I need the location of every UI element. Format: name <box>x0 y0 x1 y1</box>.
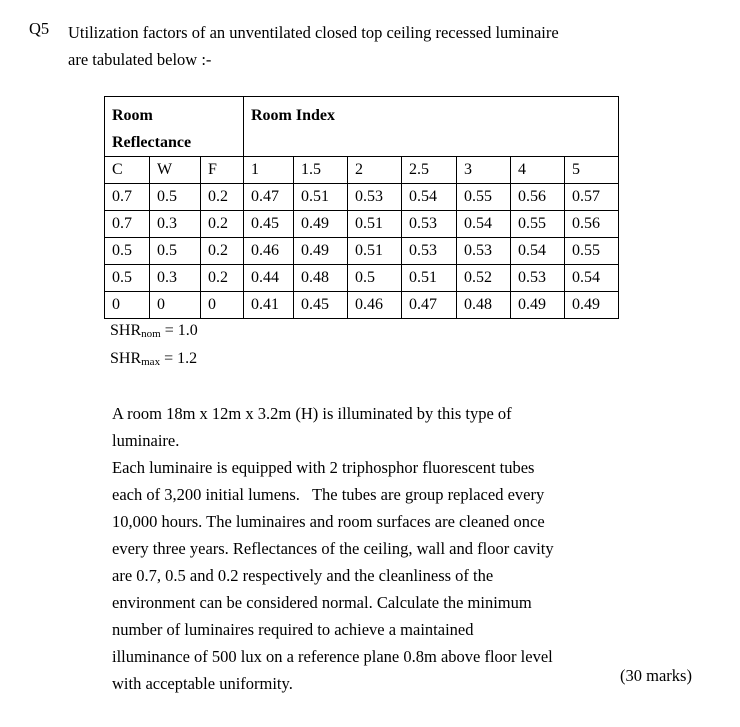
subheader-cell: 1 <box>244 157 294 184</box>
table-cell: 0.53 <box>457 238 511 265</box>
table-cell: 0.46 <box>348 292 402 319</box>
table-cell: 0.57 <box>565 184 619 211</box>
table-subheader-row <box>105 157 619 184</box>
shr-max-prefix: SHR <box>110 350 142 367</box>
table-cell: 0.53 <box>402 211 457 238</box>
table-row <box>105 211 619 238</box>
shr-nom-sub: nom <box>141 328 161 340</box>
table-cell: 0.3 <box>150 211 201 238</box>
body-line: Each luminaire is equipped with 2 triphosphor fluorescent tubes <box>112 458 535 477</box>
table-row <box>105 292 619 319</box>
shr-max-value: = 1.2 <box>160 350 198 367</box>
question-number: Q5 <box>29 19 50 38</box>
subheader-cell: 1.5 <box>294 157 348 184</box>
table-cell: 0.54 <box>511 238 565 265</box>
table-cell: 0.52 <box>457 265 511 292</box>
body-line: number of luminaires required to achieve a maintained <box>112 620 474 639</box>
table-cell: 0 <box>150 292 201 319</box>
shr-nom-prefix: SHR <box>110 322 142 339</box>
subheader-cell: 2 <box>348 157 402 184</box>
body-line: illuminance of 500 lux on a reference plane 0.8m above floor level <box>112 647 553 666</box>
table-cell: 0.55 <box>457 184 511 211</box>
subheader-cell: 4 <box>511 157 565 184</box>
table-cell: 0.48 <box>457 292 511 319</box>
intro-line-2: are tabulated below :- <box>68 50 212 69</box>
table-cell: 0.49 <box>565 292 619 319</box>
room-index-header: Room Index <box>244 97 619 157</box>
subheader-cell: F <box>201 157 244 184</box>
subheader-cell: 2.5 <box>402 157 457 184</box>
table-cell: 0.2 <box>201 265 244 292</box>
question-intro <box>68 19 668 73</box>
body-line: A room 18m x 12m x 3.2m (H) is illuminated by this type of <box>112 404 512 423</box>
table-cell: 0.56 <box>565 211 619 238</box>
table-cell: 0.5 <box>150 238 201 265</box>
table-cell: 0.7 <box>105 184 150 211</box>
table-row <box>105 184 619 211</box>
table-cell: 0.44 <box>244 265 294 292</box>
table-cell: 0.45 <box>294 292 348 319</box>
table-cell: 0.49 <box>294 238 348 265</box>
subheader-cell: 5 <box>565 157 619 184</box>
shr-nom-value: = 1.0 <box>160 322 198 339</box>
table-cell: 0.47 <box>402 292 457 319</box>
table-cell: 0.47 <box>244 184 294 211</box>
table-cell: 0 <box>105 292 150 319</box>
utilization-factor-table <box>104 96 619 319</box>
body-line: luminaire. <box>112 431 180 450</box>
reflectance-label: Reflectance <box>112 134 192 151</box>
table-cell: 0.2 <box>201 238 244 265</box>
table-cell: 0.46 <box>244 238 294 265</box>
table-cell: 0.53 <box>511 265 565 292</box>
table-cell: 0.49 <box>511 292 565 319</box>
table-cell: 0.53 <box>348 184 402 211</box>
subheader-cell: W <box>150 157 201 184</box>
table-cell: 0.5 <box>348 265 402 292</box>
table-cell: 0 <box>201 292 244 319</box>
shr-max <box>110 350 197 368</box>
table-cell: 0.54 <box>402 184 457 211</box>
table-row <box>105 238 619 265</box>
body-line: each of 3,200 initial lumens. The tubes are group replaced every <box>112 485 545 504</box>
table-cell: 0.7 <box>105 211 150 238</box>
body-line: 10,000 hours. The luminaires and room surfaces are cleaned once <box>112 512 545 531</box>
table-cell: 0.54 <box>565 265 619 292</box>
subheader-cell: C <box>105 157 150 184</box>
table-row <box>105 265 619 292</box>
table-cell: 0.5 <box>105 238 150 265</box>
marks-label: (30 marks) <box>620 666 692 685</box>
table-cell: 0.51 <box>348 211 402 238</box>
shr-max-sub: max <box>141 356 161 368</box>
table-cell: 0.41 <box>244 292 294 319</box>
table-cell: 0.51 <box>402 265 457 292</box>
table-cell: 0.56 <box>511 184 565 211</box>
body-line: every three years. Reflectances of the ceiling, wall and floor cavity <box>112 539 554 558</box>
table-cell: 0.51 <box>348 238 402 265</box>
table-cell: 0.2 <box>201 184 244 211</box>
table-cell: 0.51 <box>294 184 348 211</box>
table-cell: 0.5 <box>150 184 201 211</box>
table-cell: 0.48 <box>294 265 348 292</box>
shr-nom <box>110 322 198 340</box>
subheader-cell: 3 <box>457 157 511 184</box>
table-cell: 0.3 <box>150 265 201 292</box>
body-line: are 0.7, 0.5 and 0.2 respectively and the cleanliness of the <box>112 566 494 585</box>
table-cell: 0.5 <box>105 265 150 292</box>
body-line: environment can be considered normal. Calculate the minimum <box>112 593 532 612</box>
table-header-row <box>105 97 619 157</box>
table-cell: 0.49 <box>294 211 348 238</box>
table-cell: 0.54 <box>457 211 511 238</box>
table-cell: 0.45 <box>244 211 294 238</box>
room-label: Room <box>112 107 153 124</box>
table-cell: 0.55 <box>565 238 619 265</box>
table-cell: 0.53 <box>402 238 457 265</box>
room-reflectance-header <box>105 97 244 157</box>
intro-line-1: Utilization factors of an unventilated closed top ceiling recessed luminaire <box>68 23 559 42</box>
question-body <box>112 400 612 697</box>
body-line: with acceptable uniformity. <box>112 674 293 693</box>
table-cell: 0.2 <box>201 211 244 238</box>
table-cell: 0.55 <box>511 211 565 238</box>
